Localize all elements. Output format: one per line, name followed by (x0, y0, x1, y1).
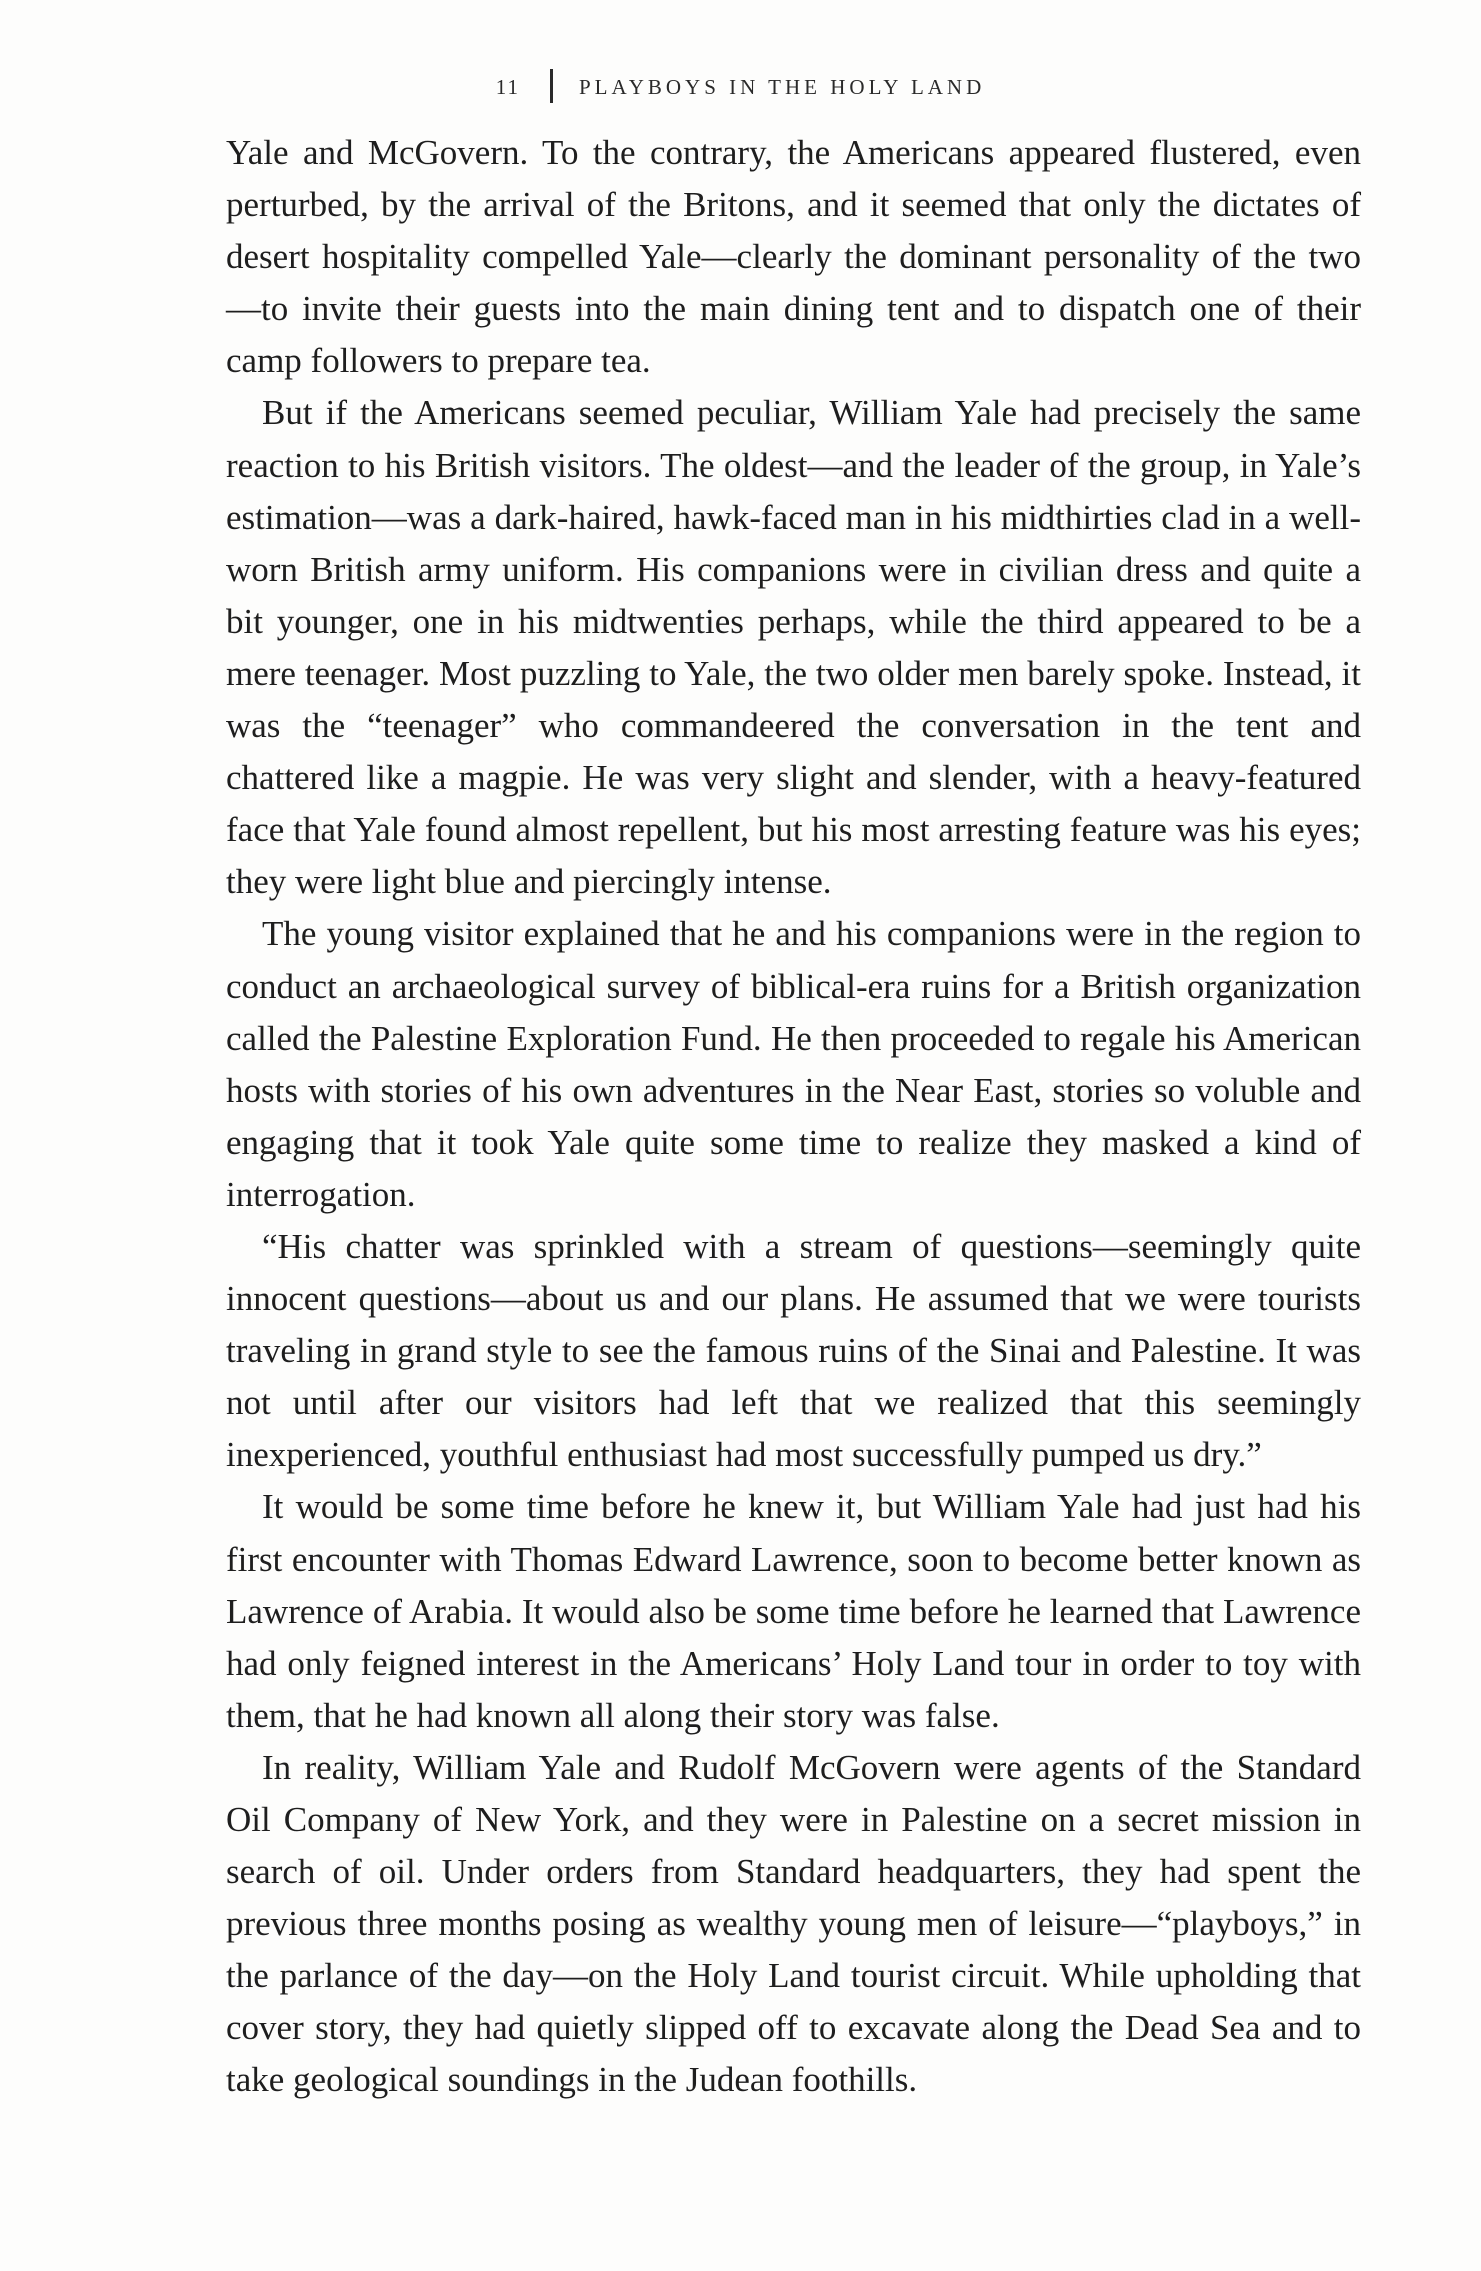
page-number: 11 (495, 74, 520, 99)
body-text (226, 127, 1361, 2107)
paragraph-2: But if the Americans seemed peculiar, William Yale had precisely the same reaction to his British visitors. The oldest—and the leader of the group, in Yale’s estimation—was a dark-haired, hawk-faced man in his midthirties clad in a well-worn British army uniform. His companions were in civilian dress and quite a bit younger, one in his midtwenties perhaps, while the third appeared to be a mere teenager. Most puzzling to Yale, the two older men barely spoke. Instead, it was the “teenager” who commandeered the conversation in the tent and chattered like a magpie. He was very slight and slender, with a heavy-featured face that Yale found almost repellent, but his most arresting feature was his eyes; they were light blue and piercingly intense. (226, 393, 1361, 902)
paragraph-4: “His chatter was sprinkled with a stream of questions—seemingly quite innocent questions—about us and our plans. He assumed that we were tourists traveling in grand style to see the famous ruins of the Sinai and Palestine. It was not until after our visitors had left that we realized that this seemingly inexperienced, youthful enthusiast had most successfully pumped us dry.” (226, 1226, 1361, 1475)
paragraph-1: Yale and McGovern. To the contrary, the Americans appeared flustered, even perturbed, by the arrival of the Britons, and it seemed that only the dictates of desert hospitality compelled Yale—clearly the dominant personality of the two—to invite their guests into the main dining tent and to dispatch one of their camp followers to prepare tea. (226, 133, 1361, 381)
paragraph-3: The young visitor explained that he and his companions were in the region to conduct an archaeological survey of biblical-era ruins for a British organization called the Palestine Exploration Fund. He then proceeded to regale his American hosts with stories of his own adventures in the Near East, stories so voluble and engaging that it took Yale quite some time to realize they masked a kind of interrogation. (226, 914, 1361, 1214)
paragraph-5: It would be some time before he knew it, but William Yale had just had his first encounter with Thomas Edward Lawrence, soon to become better known as Lawrence of Arabia. It would also be some time before he learned that Lawrence had only feigned interest in the Americans’ Holy Land tour in order to toy with them, that he had known all along their story was false. (226, 1487, 1361, 1735)
paragraph-6: In reality, William Yale and Rudolf McGovern were agents of the Standard Oil Company of New York, and they were in Palestine on a secret mission in search of oil. Under orders from Standard headquarters, they had spent the previous three months posing as wealthy young men of leisure—“playboys,” in the parlance of the day—on the Holy Land tourist circuit. While upholding that cover story, they had quietly slipped off to excavate along the Dead Sea and to take geological soundings in the Judean foothills. (226, 1747, 1361, 2100)
running-title: PLAYBOYS IN THE HOLY LAND (578, 74, 986, 99)
header-separator (550, 69, 553, 103)
running-head (0, 72, 1481, 106)
